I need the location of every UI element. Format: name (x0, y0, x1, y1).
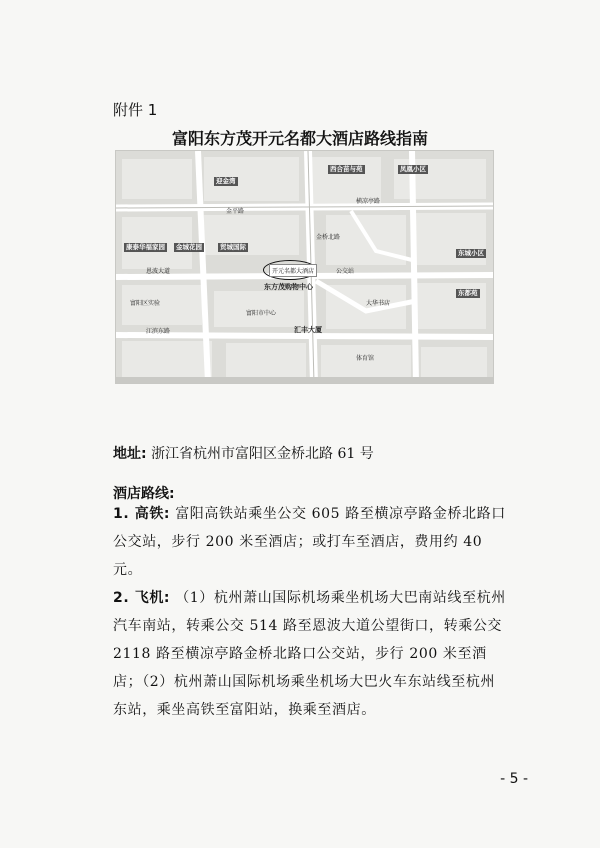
route-text: （1）杭州萧山国际机场乘坐机场大巴南站线至杭州汽车南站，转乘公交 514 路至恩波大道公望街口，转乘公交 2118 路至横凉亭路金桥北路口公交站，步行 200 米至酒店；（2）杭州萧山国际机场乘坐机场大巴火车东站线至杭州东站，乘坐高铁至富阳站，换乘至酒店。 (113, 590, 506, 718)
routes-body (113, 500, 508, 724)
map-label: 富阳区实验 (130, 300, 161, 307)
route-label: 1. 高铁: (113, 506, 171, 522)
map-label: 汇丰大厦 (294, 326, 322, 334)
address-line (113, 440, 508, 468)
map-label: 东都苑 (458, 289, 478, 297)
map-label: 横凉亭路 (356, 198, 381, 205)
map-label: 大华书店 (366, 300, 391, 307)
map-label: 恩波大道 (146, 268, 171, 275)
page-number: - 5 - (500, 771, 528, 787)
route-item (113, 584, 508, 724)
hotel-marker: 开元名都大酒店 (269, 264, 317, 277)
map-label: 江滨东路 (146, 328, 171, 335)
route-item (113, 500, 508, 584)
address-label: 地址: (113, 446, 147, 462)
map-label: 体育馆 (356, 355, 375, 362)
attachment-label: 附件 1 (113, 101, 158, 119)
route-map (115, 150, 494, 384)
map-label: 金平路 (226, 208, 245, 215)
map-label: 金城花园 (176, 243, 202, 251)
route-text: 富阳高铁站乘坐公交 605 路至横凉亭路金桥北路口公交站，步行 200 米至酒店；或打车至酒店，费用约 40 元。 (113, 506, 506, 578)
map-label: 迎金湾 (216, 177, 236, 185)
route-label: 2. 飞机: (113, 590, 171, 606)
routes-title: 酒店路线: (113, 486, 175, 502)
map-label: 贸城国际 (220, 243, 246, 251)
map-label: 凤凰小区 (400, 165, 426, 173)
map-label: 西合苗与苑 (330, 165, 363, 173)
map-label: 金桥北路 (316, 234, 341, 241)
page-title: 富阳东方茂开元名都大酒店路线指南 (171, 129, 428, 148)
map-label: 东城小区 (458, 249, 484, 257)
map-label: 康泰华福家园 (126, 243, 165, 251)
map-label: 富阳市中心 (246, 310, 277, 317)
address-value: 浙江省杭州市富阳区金桥北路 61 号 (151, 446, 374, 462)
map-label: 公交站 (336, 268, 355, 275)
map-label: 东方茂购物中心 (264, 283, 313, 291)
